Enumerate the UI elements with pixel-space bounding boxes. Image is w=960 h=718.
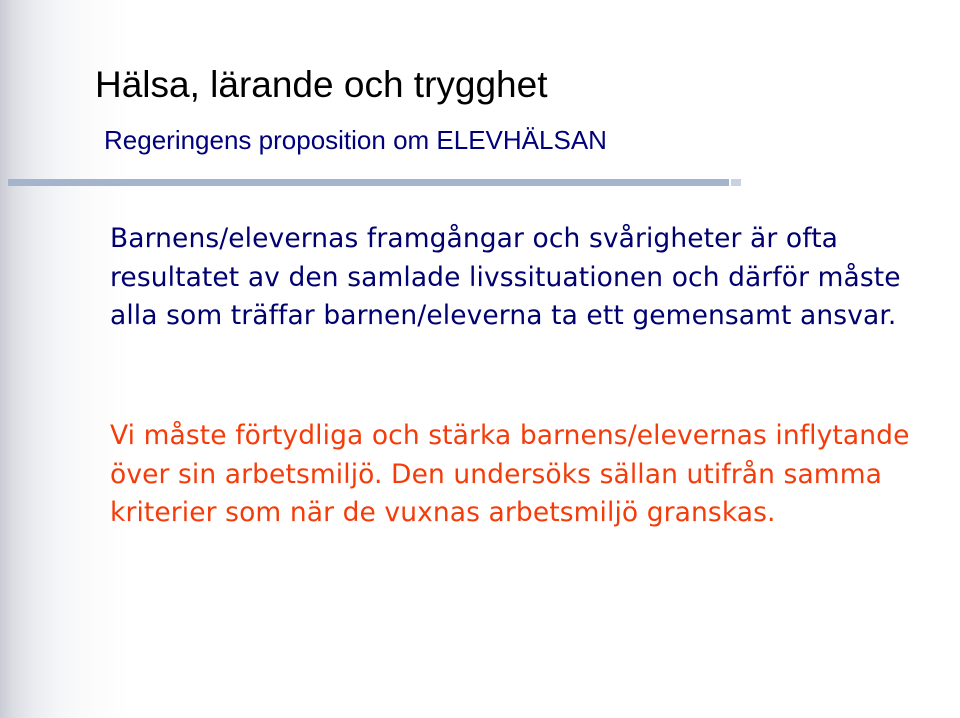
slide-subtitle: Regeringens proposition om ELEVHÄLSAN	[104, 125, 607, 155]
paragraph-influence: Vi måste förtydliga och stärka barnens/elevernas inflytande över sin arbetsmiljö. Den undersöks sällan utifrån samma kriterier som när de vuxnas arbetsmiljö granskas.	[110, 420, 910, 528]
paragraph-responsibility: Barnens/elevernas framgångar och svårigheter är ofta resultatet av den samlade livssituationen och därför måste alla som träffar barnen/eleverna ta ett gemensamt ansvar.	[110, 223, 901, 331]
title-divider	[8, 179, 729, 186]
title-divider-end	[731, 179, 741, 186]
slide-title: Hälsa, lärande och trygghet	[95, 64, 548, 105]
